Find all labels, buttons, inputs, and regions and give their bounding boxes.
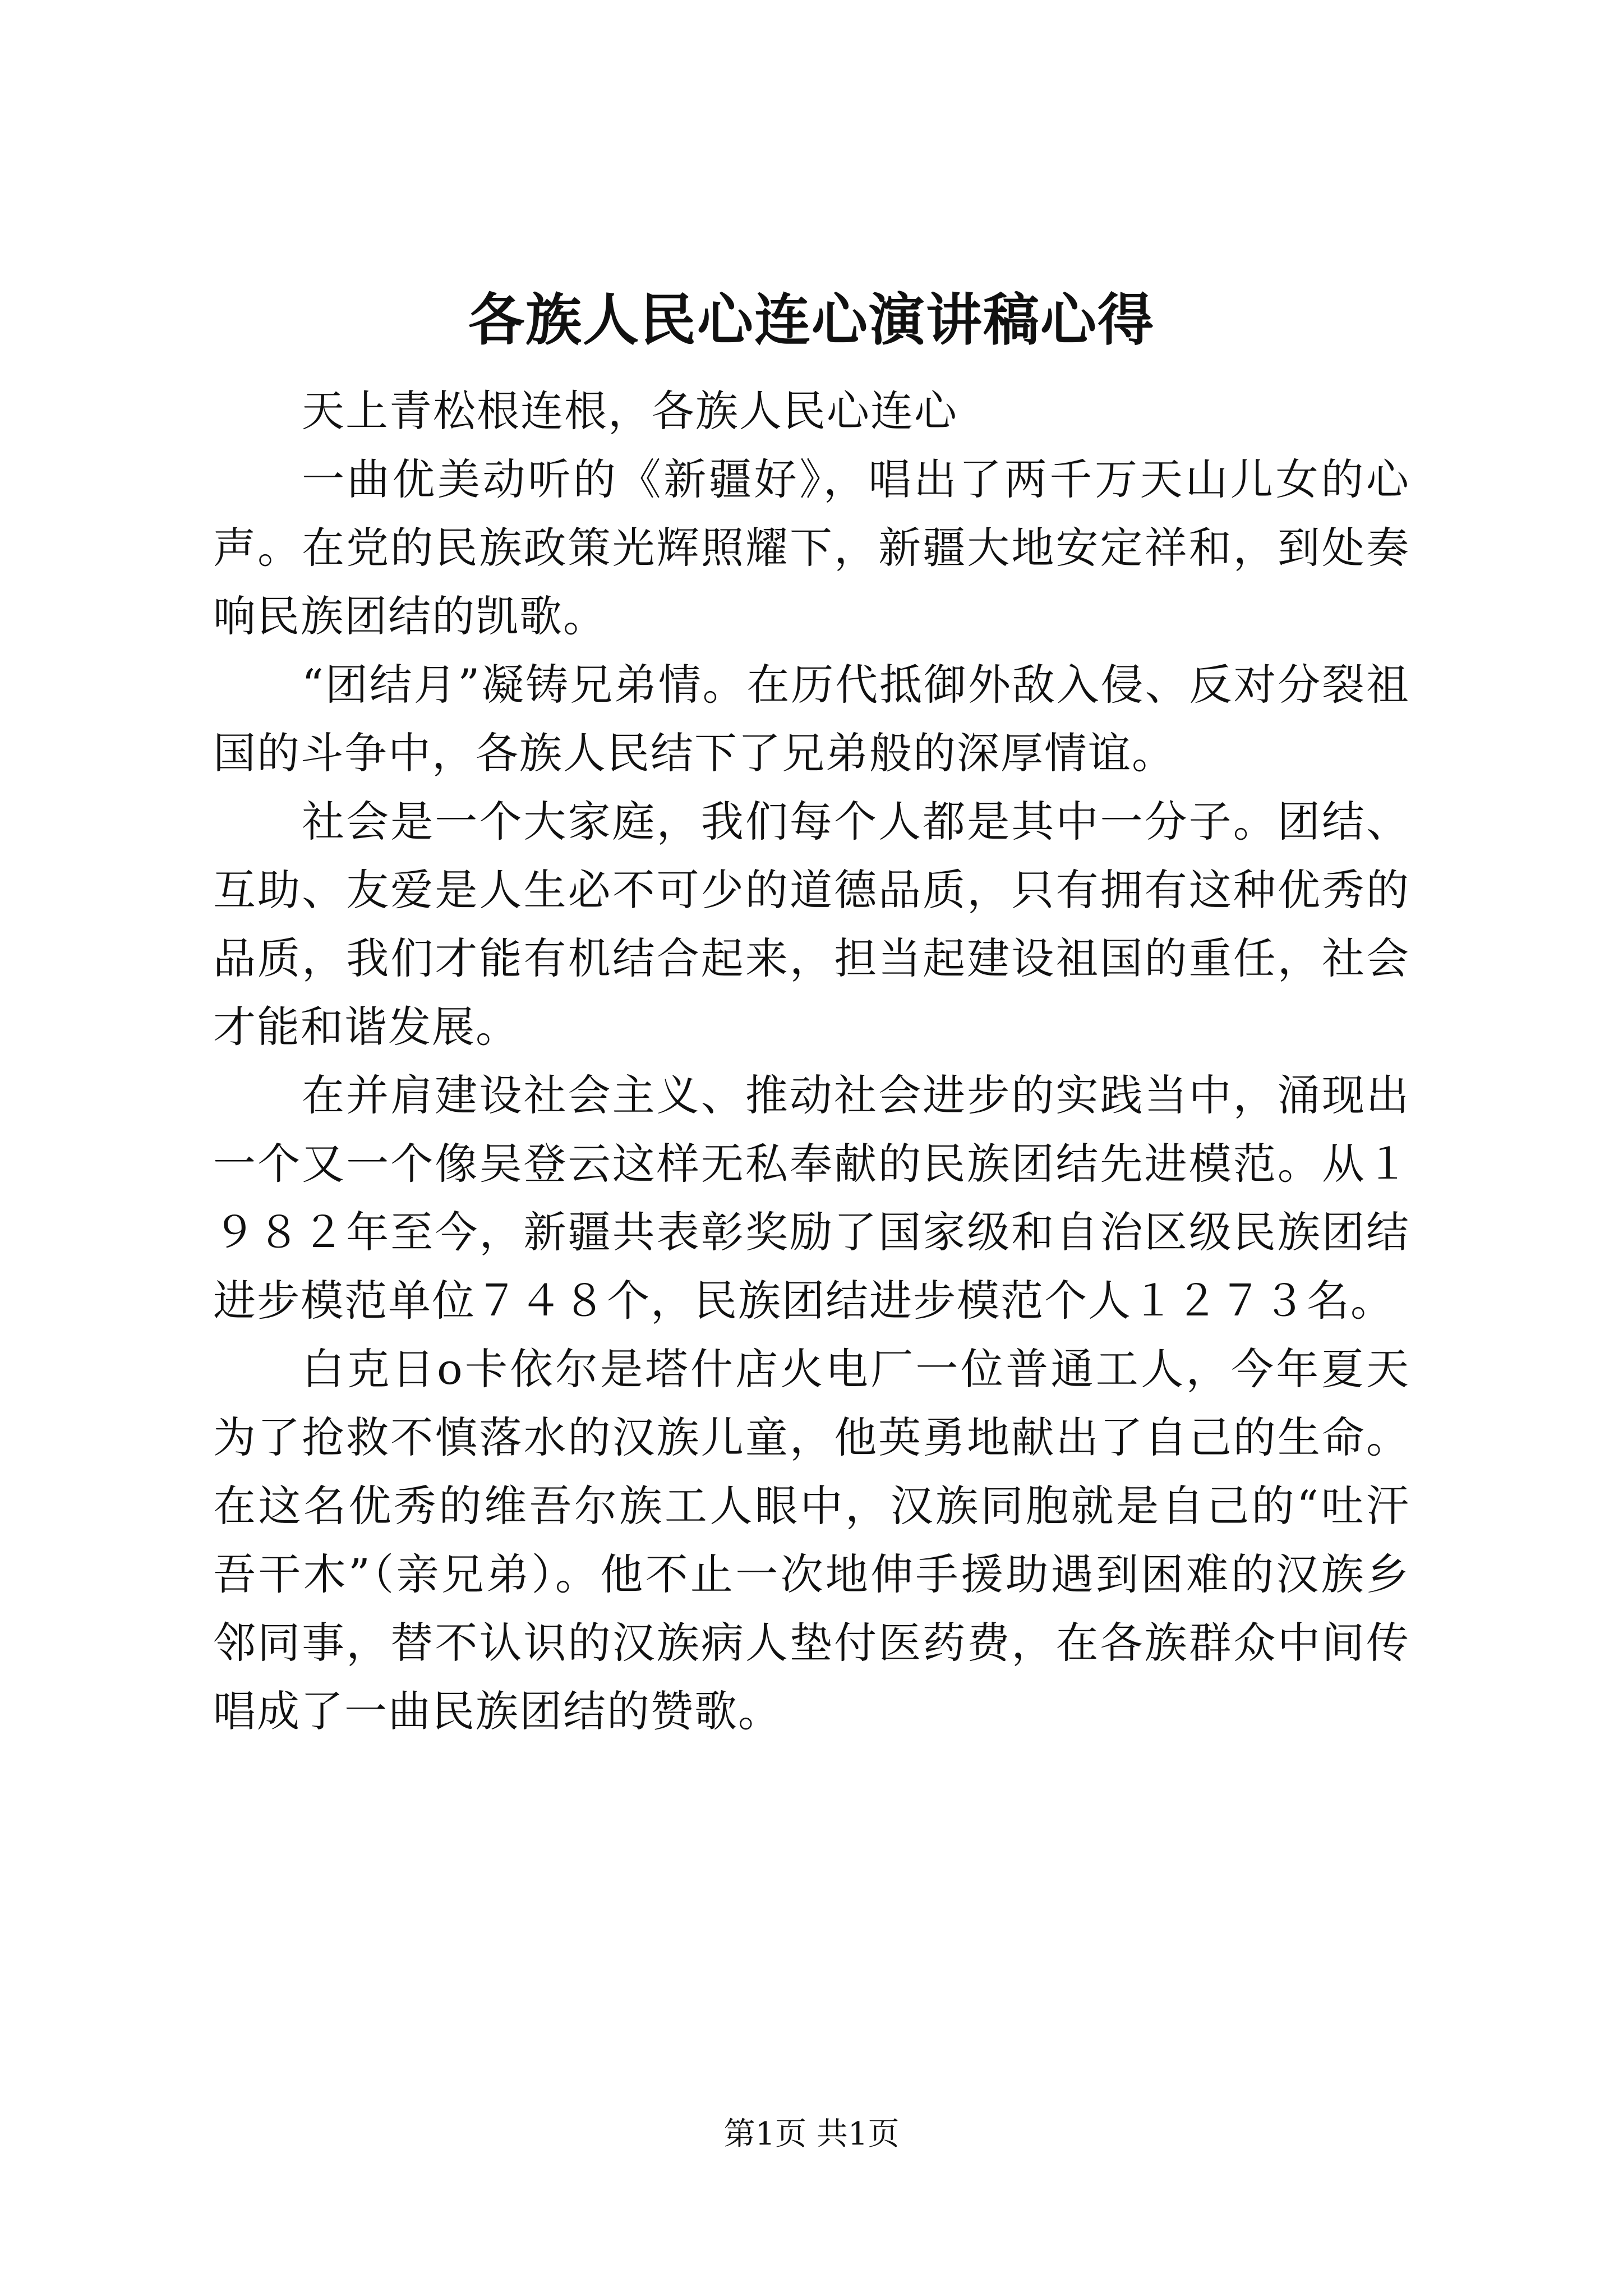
page-number-footer: 第1页 共1页	[723, 2116, 900, 2152]
paragraph: 白克日ο卡依尔是塔什店火电厂一位普通工人，今年夏天为了抢救不慎落水的汉族儿童，他英勇地献出了自己的生命。在这名优秀的维吾尔族工人眼中，汉族同胞就是自己的“吐汗吾干木”（亲兄弟）。他不止一次地伸手援助遇到困难的汉族乡邻同事，替不认识的汉族病人垫付医药费，在各族群众中间传唱成了一曲民族团结的赞歌。	[213, 1344, 1410, 1736]
page-title: 各族人民心连心演讲稿心得	[468, 287, 1155, 353]
document-body	[213, 377, 1410, 1746]
paragraph: 社会是一个大家庭，我们每个人都是其中一分子。团结、互助、友爱是人生必不可少的道德品质，只有拥有这种优秀的品质，我们才能有机结合起来，担当起建设祖国的重任，社会才能和谐发展。	[213, 797, 1410, 1052]
paragraph-subtitle: 天上青松根连根，各族人民心连心	[302, 386, 958, 436]
paragraph: 一曲优美动听的《新疆好》，唱出了两千万天山儿女的心声。在党的民族政策光辉照耀下，新疆大地安定祥和，到处奏响民族团结的凯歌。	[213, 454, 1410, 641]
paragraph: “团结月”凝铸兄弟情。在历代抵御外敌入侵、反对分裂祖国的斗争中，各族人民结下了兄弟般的深厚情谊。	[213, 660, 1410, 778]
paragraph: 在并肩建设社会主义、推动社会进步的实践当中，涌现出一个又一个像吴登云这样无私奉献的民族团结先进模范。从１９８２年至今，新疆共表彰奖励了国家级和自治区级民族团结进步模范单位７４８个，民族团结进步模范个人１２７３名。	[213, 1070, 1410, 1326]
